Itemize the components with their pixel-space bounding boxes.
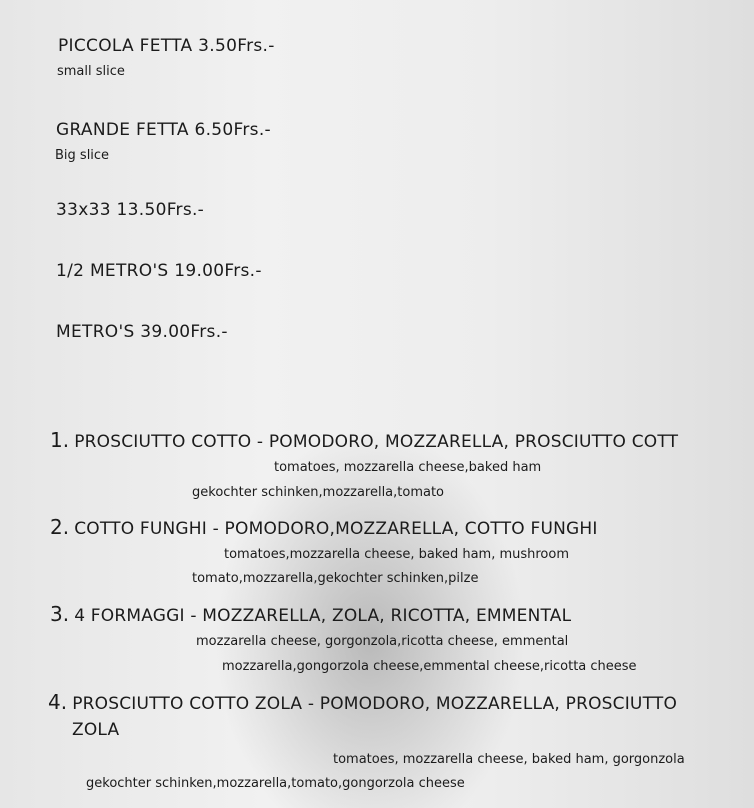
size-name: GRANDE FETTA 6.50Frs.-	[56, 120, 271, 140]
item-translation-de: tomato,mozzarella,gekochter schinken,pilze	[192, 571, 479, 586]
bleed-through	[250, 18, 254, 33]
item-number: 3.	[50, 602, 70, 626]
item-number: 2.	[50, 515, 70, 539]
item-translation-en: tomatoes, mozzarella cheese, baked ham, gorgonzola	[333, 752, 685, 767]
item-translation-de: mozzarella,gongorzola cheese,emmental cheese,ricotta cheese	[222, 659, 637, 674]
menu-item-title	[50, 602, 571, 626]
size-name: METRO'S 39.00Frs.-	[56, 322, 228, 342]
menu-item-title	[50, 428, 678, 452]
size-name: 1/2 METRO'S 19.00Frs.-	[56, 261, 262, 281]
item-title: 4 FORMAGGI - MOZZARELLA, ZOLA, RICOTTA, EMMENTAL	[74, 606, 572, 626]
item-translation-de: gekochter schinken,mozzarella,tomato	[192, 485, 445, 500]
size-name: PICCOLA FETTA 3.50Frs.-	[58, 36, 275, 56]
item-translation-en: mozzarella cheese, gorgonzola,ricotta cheese, emmental	[196, 634, 569, 649]
item-title: COTTO FUNGHI - POMODORO,MOZZARELLA, COTTO FUNGHI	[74, 519, 598, 539]
menu-item-title	[48, 690, 677, 714]
item-title-continued: ZOLA	[72, 720, 120, 740]
size-sub: Big slice	[55, 148, 110, 163]
menu-item-title	[50, 515, 598, 539]
item-translation-en: tomatoes, mozzarella cheese,baked ham	[274, 460, 542, 475]
size-sub: small slice	[57, 64, 125, 79]
item-translation-de: gekochter schinken,mozzarella,tomato,gongorzola cheese	[86, 776, 465, 791]
size-name: 33x33 13.50Frs.-	[56, 200, 205, 220]
item-title: PROSCIUTTO COTTO - POMODORO, MOZZARELLA, PROSCIUTTO COTT	[74, 432, 679, 452]
item-title: PROSCIUTTO COTTO ZOLA - POMODORO, MOZZARELLA, PROSCIUTTO	[72, 694, 678, 714]
item-translation-en: tomatoes,mozzarella cheese, baked ham, mushroom	[224, 547, 570, 562]
item-number: 4.	[48, 690, 68, 714]
item-number: 1.	[50, 428, 70, 452]
